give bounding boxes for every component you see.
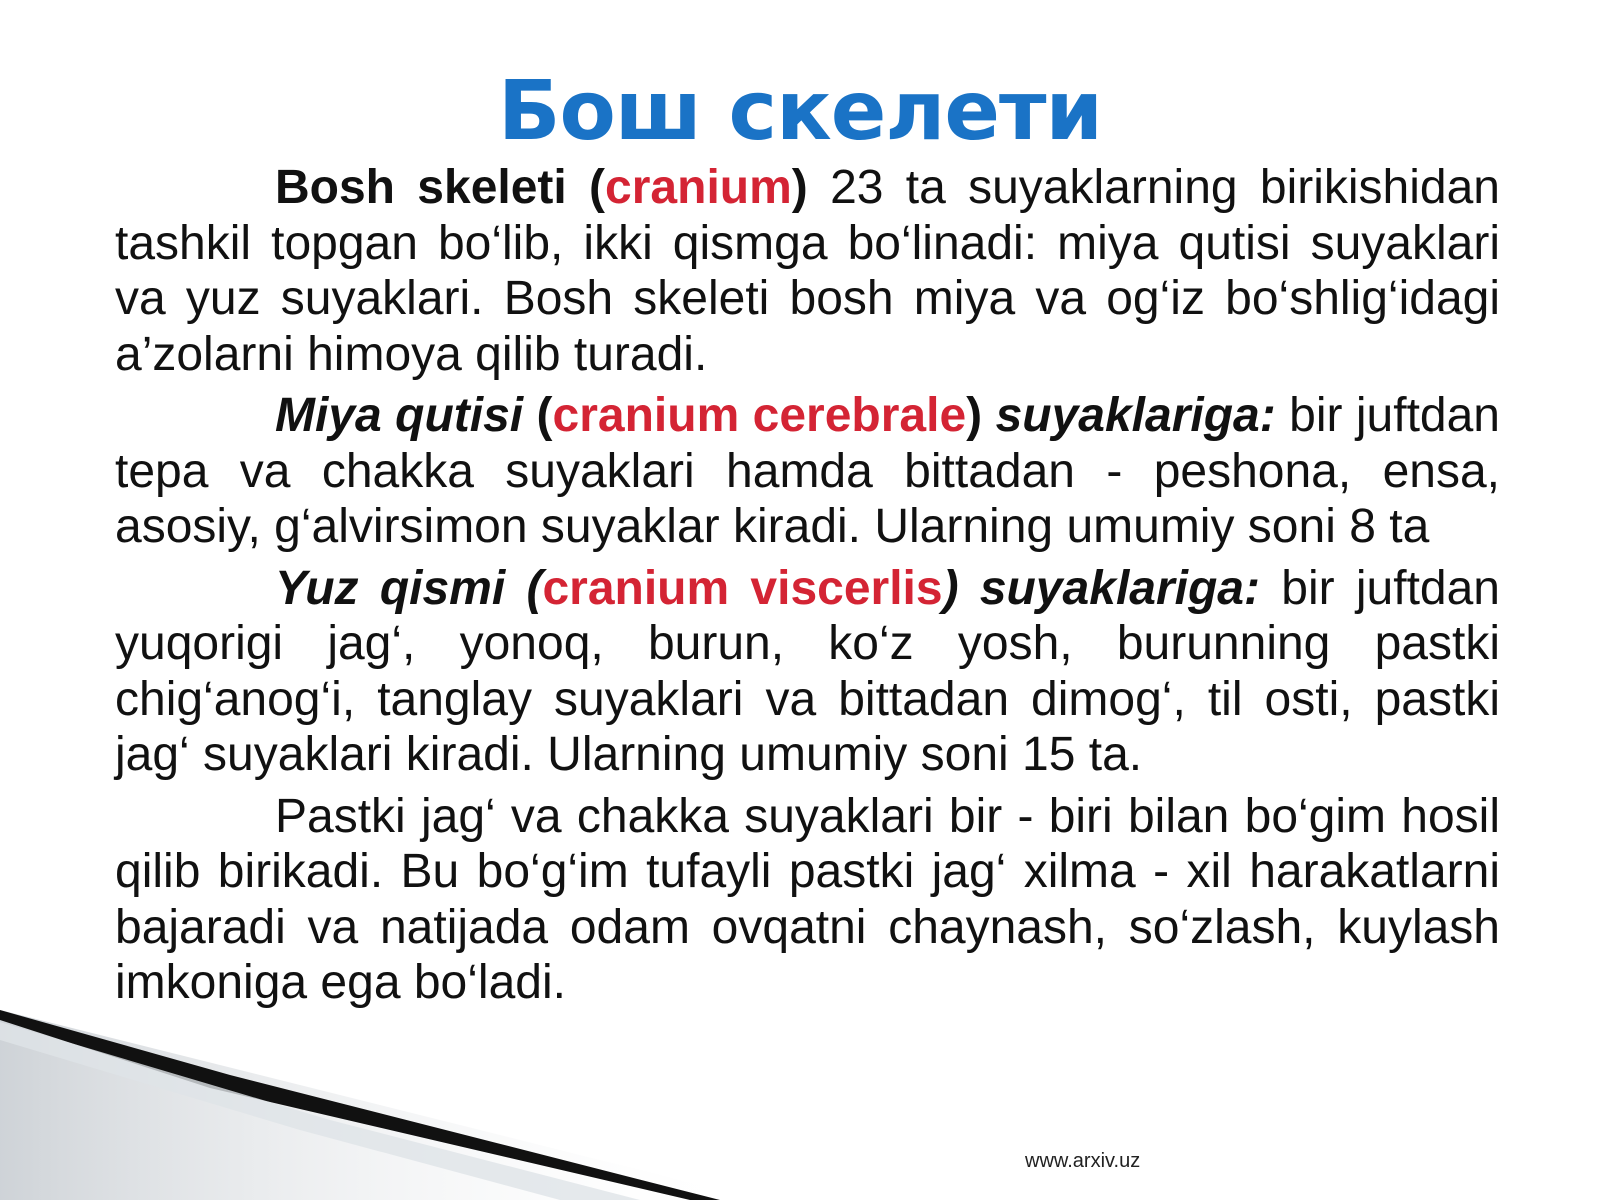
paren-open: ( [566,161,606,214]
paren-close: ) [942,561,959,615]
latin-cranium-viscerlis: cranium viscerlis [542,561,943,615]
term-yuz-qismi: Yuz qismi [275,561,506,615]
latin-cranium: cranium [605,161,792,214]
gray-wedge [0,1010,760,1200]
paragraph-text: 23 ta suyaklarning birikishidan tashkil topgan bo‘lib, ikki qismga bo‘linadi: miya qutisi suyaklari va yuz suyaklari. Bosh skeleti bosh miya va og‘iz bo‘shlig‘idagi a’zolarni himoya qilib turadi. [115,161,1500,381]
paragraph-text: bir juftdan yuqorigi jag‘, yonoq, burun, ko‘z yosh, burunning pastki chig‘anog‘i, tanglay suyaklari va bittadan dimog‘, til osti, pastki jag‘ suyaklari kiradi. Ularning umumiy soni 15 ta. [115,561,1500,781]
paren-open: ( [523,389,553,442]
paragraph-yuz-qismi [115,561,1500,783]
paren-close: ) [966,389,983,442]
latin-cranium-cerebrale: cranium cerebrale [552,389,967,442]
label-suyaklariga: suyaklariga: [982,389,1276,442]
paragraph-text: bir juftdan tepa va chakka suyaklari hamda bittadan - peshona, ensa, asosiy, g‘alvirsimon suyaklar kiradi. Ularning umumiy soni 8 ta [115,389,1501,553]
paren-open: ( [505,561,543,615]
paragraph-bosh-skeleti [115,160,1500,382]
paragraph-text: Pastki jag‘ va chakka suyaklari bir - biri bilan bo‘gim hosil qilib birikadi. Bu bo‘g‘im tufayli pastki jag‘ xilma - xil harakatlarni bajaradi va natijada odam ovqatni chaynash, so‘zlash, kuylash imkoniga ega bo‘ladi. [115,789,1500,1009]
label-suyaklariga: suyaklariga: [958,561,1260,615]
footer-website: www.arxiv.uz [1025,1150,1141,1172]
paragraph-miya-qutisi [115,388,1500,555]
slide-title: Бош скелети [498,64,1102,159]
paren-close: ) [791,161,808,214]
slide-body [115,160,1500,1017]
term-bosh-skeleti: Bosh skeleti [275,161,567,214]
paragraph-pastki-jag [115,789,1500,1011]
term-miya-qutisi: Miya qutisi [275,389,524,442]
